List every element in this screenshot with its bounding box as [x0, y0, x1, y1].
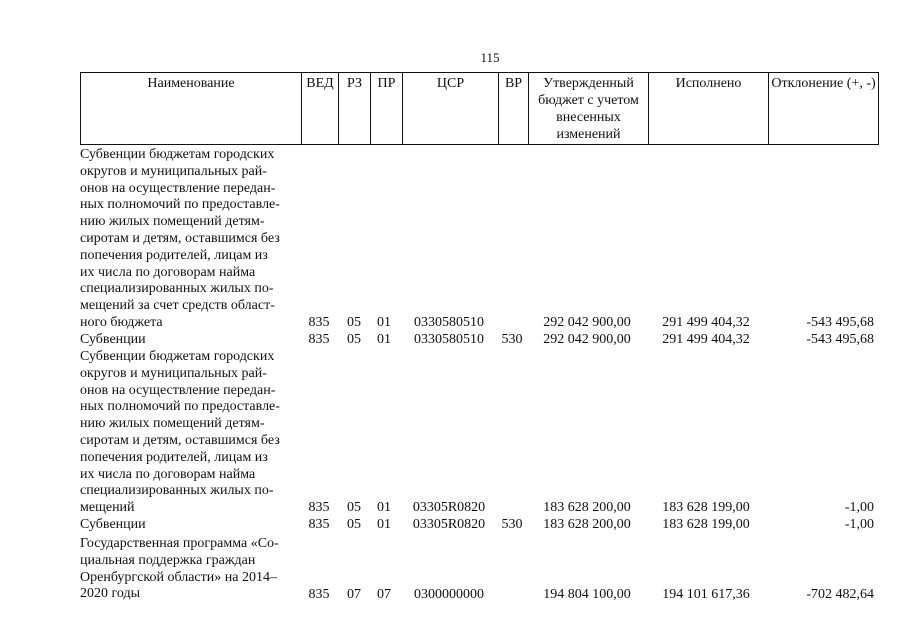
header-budget: Утвержденный бюджет с учетом внесенных изменений [529, 73, 649, 145]
header-pr: ПР [371, 73, 403, 145]
row-vr: 530 [501, 332, 523, 347]
row-csr: 03305R0820 [412, 517, 486, 532]
row-executed: 194 101 617,36 [662, 587, 750, 602]
row-pr: 01 [377, 332, 391, 347]
row-ved: 835 [308, 517, 330, 532]
row-csr: 0330580510 [414, 332, 484, 347]
table-row [0, 147, 905, 332]
row-ved: 835 [308, 500, 330, 515]
row-budget: 183 628 200,00 [543, 517, 631, 532]
row-executed: 183 628 199,00 [662, 517, 750, 532]
row-csr: 0330580510 [414, 315, 484, 330]
table-row [0, 349, 905, 517]
table-row [0, 332, 905, 349]
row-deviation: -1,00 [844, 517, 874, 532]
header-executed: Исполнено [649, 73, 769, 145]
row-budget: 292 042 900,00 [543, 332, 631, 347]
header-csr: ЦСР [403, 73, 499, 145]
header-deviation: Отклонение (+, -) [769, 73, 879, 145]
row-name: Субвенции [80, 517, 146, 532]
table-row [0, 536, 905, 604]
table-header [80, 72, 879, 145]
row-executed: 291 499 404,32 [662, 332, 750, 347]
row-pr: 01 [377, 517, 391, 532]
row-rz: 05 [347, 315, 361, 330]
row-ved: 835 [308, 587, 330, 602]
row-deviation: -543 495,68 [806, 315, 874, 330]
row-budget: 183 628 200,00 [543, 500, 631, 515]
row-ved: 835 [308, 315, 330, 330]
row-vr: 530 [501, 517, 523, 532]
header-ved: ВЕД [302, 73, 339, 145]
row-ved: 835 [308, 332, 330, 347]
row-budget: 194 804 100,00 [543, 587, 631, 602]
row-rz: 05 [347, 517, 361, 532]
row-executed: 183 628 199,00 [662, 500, 750, 515]
row-name: Государственная программа «Со- циальная поддержка граждан Оренбургской области» на 2014– 2020 годы [80, 536, 279, 602]
row-rz: 07 [347, 587, 361, 602]
row-deviation: -1,00 [844, 500, 874, 515]
row-name: Субвенции [80, 332, 146, 347]
row-rz: 05 [347, 500, 361, 515]
row-budget: 292 042 900,00 [543, 315, 631, 330]
row-deviation: -543 495,68 [806, 332, 874, 347]
row-csr: 0300000000 [414, 587, 484, 602]
row-executed: 291 499 404,32 [662, 315, 750, 330]
header-name: Наименование [81, 73, 302, 145]
row-name: Субвенции бюджетам городских округов и муниципальных рай- онов на осуществление передан- ных полномочий по предоставле- нию жилых помещений детям- сиротам и детям, оставшимся без попечения родителей, лицам из их числа по договорам найма специализированных жилых по- мещений [80, 349, 280, 516]
page-number: 115 [480, 50, 500, 65]
row-deviation: -702 482,64 [806, 587, 874, 602]
row-name: Субвенции бюджетам городских округов и муниципальных рай- онов на осуществление передан- ных полномочий по предоставле- нию жилых помещений детям- сиротам и детям, оставшимся без попечения родителей, лицам из их числа по договорам найма специализированных жилых по- мещений за счет средств област- ного бюджета [80, 147, 280, 330]
header-vr: ВР [499, 73, 529, 145]
row-pr: 07 [377, 587, 391, 602]
row-pr: 01 [377, 315, 391, 330]
header-rz: РЗ [339, 73, 371, 145]
row-rz: 05 [347, 332, 361, 347]
row-csr: 03305R0820 [412, 500, 486, 515]
table-row [0, 517, 905, 534]
row-pr: 01 [377, 500, 391, 515]
